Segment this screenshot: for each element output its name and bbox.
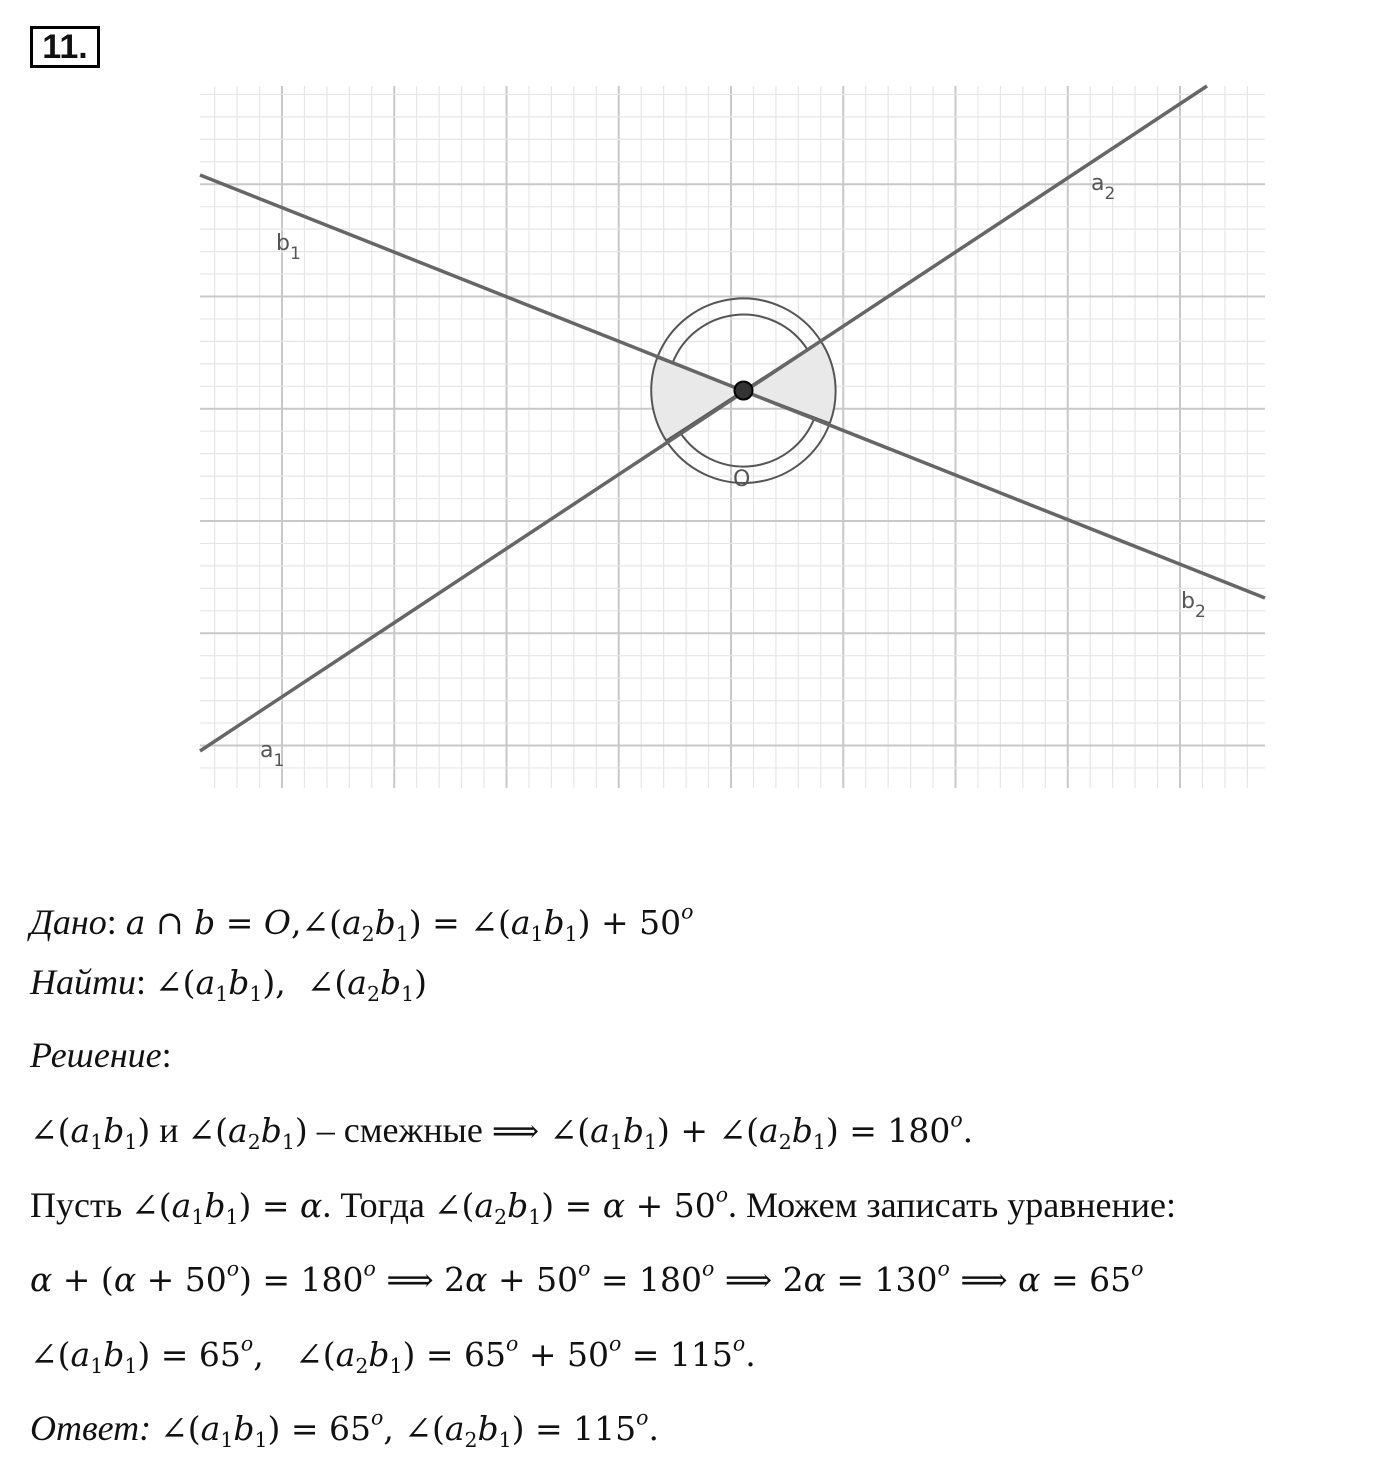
given-expr: a ∩ $b = O,\angle(a_2b_1)$ = $\angle(a_1b_1) + 50^o$ bbox=[125, 899, 694, 947]
label-o: O bbox=[733, 467, 751, 492]
step1-line: $\angle(a_1b_1)$ и $\angle(a_2b_1)$ – смежные ⟹ $\angle(a_1b_1)$ + $\angle(a_2b_1) = 180^o$. bbox=[30, 1107, 974, 1155]
find-expr: $\angle(a_1b_1)$, $\angle(a_2b_1)$ bbox=[155, 963, 427, 1007]
answer-expr: $\angle(a_1b_1) = 65^o$, $\angle(a_2b_1) = 115^o$. bbox=[160, 1405, 659, 1453]
step4-line bbox=[30, 1332, 756, 1377]
find-label: Найти bbox=[30, 962, 136, 1002]
given-label: Дано bbox=[30, 902, 107, 942]
find-line: Найти: $\angle(a_1b_1)$, $\angle(a_2b_1)$ bbox=[30, 962, 427, 1007]
label-a1: $a_1$ bbox=[260, 738, 285, 771]
point-o bbox=[735, 382, 753, 400]
label-b1: $b_1$ bbox=[276, 231, 301, 264]
task-number: 11. bbox=[30, 26, 100, 68]
label-a2: $a_2$ bbox=[1091, 171, 1116, 204]
solution-line: Решение: bbox=[30, 1035, 172, 1075]
answer-line: Ответ: $\angle(a_1b_1) = 65^o$, $\angle(a_2b_1) = 115^o$. bbox=[30, 1405, 659, 1453]
step3-line bbox=[30, 1257, 1143, 1302]
step3-expr: $\alpha + (\alpha + 50^o) = 180^o$ ⟹ $2\alpha + 50^o = 180^o$ ⟹ $2\alpha = 130^o$ ⟹ $\alpha = 65^o$ bbox=[30, 1256, 1144, 1299]
answer-label: Ответ bbox=[30, 1408, 140, 1448]
step1-and: и bbox=[159, 1110, 179, 1150]
line-a bbox=[200, 86, 1207, 751]
step1-adjacent: – смежные bbox=[316, 1110, 483, 1150]
solution-label: Решение bbox=[30, 1035, 162, 1075]
given-line: Дано: a ∩ $b = O,\angle(a_2b_1)$ = $\angle(a_1b_1) + 50^o$ bbox=[30, 899, 694, 947]
step2-let: Пусть bbox=[30, 1185, 123, 1225]
step2-line: Пусть $\angle(a_1b_1) = \alpha$. Тогда $\angle(a_2b_1) = \alpha + 50^o$. Можем записать уравнение: bbox=[30, 1182, 1176, 1230]
step2-then: . Тогда bbox=[322, 1185, 425, 1225]
label-b2: $b_2$ bbox=[1181, 589, 1206, 622]
step4-expr: $\angle(a_1b_1) = 65^o$, $\angle(a_2b_1) = 65^o + 50^o = 115^o$. bbox=[30, 1331, 756, 1379]
step2-can-write: . Можем записать уравнение: bbox=[728, 1185, 1176, 1225]
